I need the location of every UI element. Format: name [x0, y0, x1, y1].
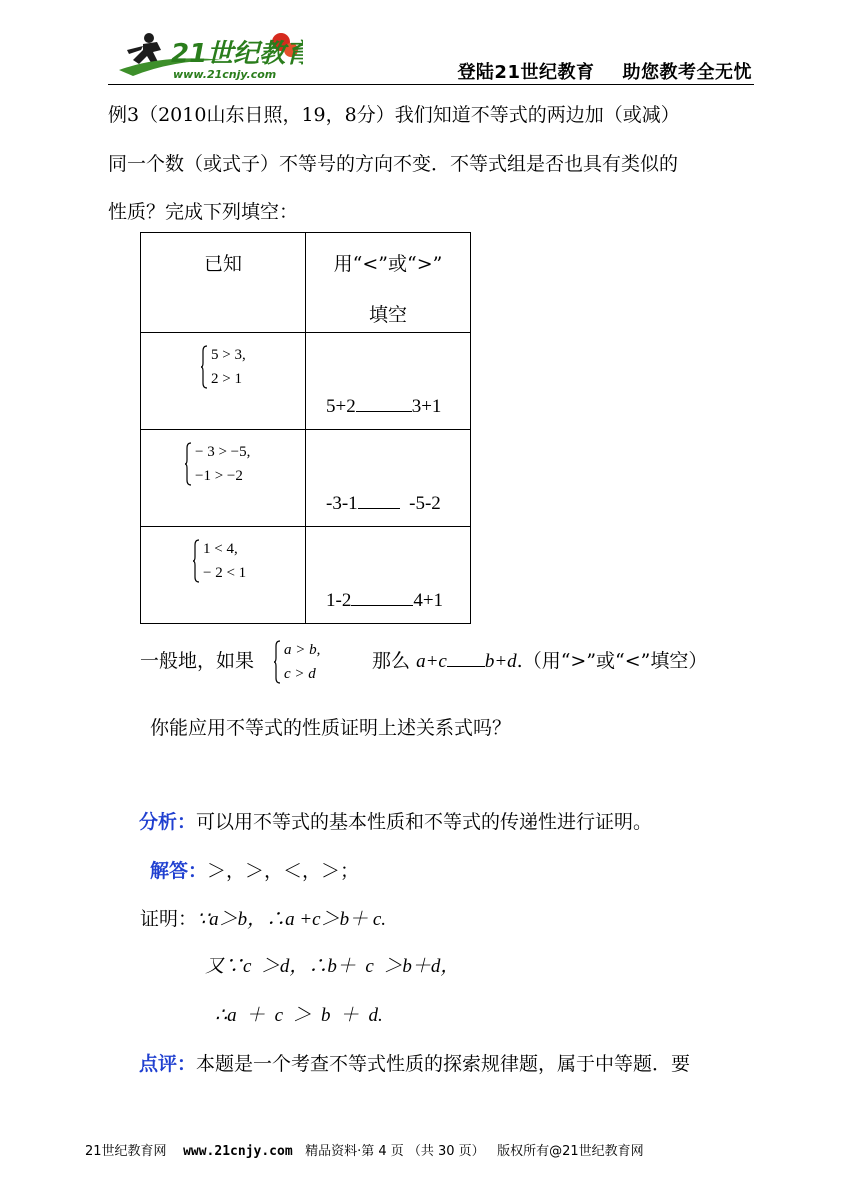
footer-copyright: 版权所有@21世纪教育网 — [497, 1144, 644, 1159]
answer-label: 解答： — [150, 860, 208, 882]
question-text: 你能应用不等式的性质证明上述关系式吗？ — [150, 717, 512, 739]
fill-right: 3+1 — [411, 396, 442, 417]
header-text-login: 登陆21世纪教育 — [457, 62, 595, 83]
then-word: 那么 — [372, 650, 411, 672]
table-row-fill — [306, 333, 471, 430]
fill-expression — [326, 492, 441, 515]
logo — [113, 30, 303, 82]
answer-blank[interactable] — [447, 650, 485, 667]
table-row — [141, 333, 306, 430]
answer-blank[interactable] — [351, 589, 413, 606]
fill-right: 4+1 — [413, 590, 444, 611]
table-row-fill — [306, 527, 471, 624]
system-line: 1 < 4, — [203, 541, 238, 557]
inequality-table — [140, 232, 471, 624]
comment-label: 点评： — [139, 1053, 197, 1075]
general-prefix: 一般地，如果 — [140, 650, 255, 672]
header-divider — [108, 84, 754, 85]
svg-text:21世纪教育: 21世纪教育 — [171, 39, 303, 69]
fill-left: 1-2 — [326, 590, 352, 611]
rhs-expression: b+d — [484, 651, 517, 672]
inequality-system — [185, 440, 250, 488]
system-line: a > b, — [284, 642, 321, 658]
answer-text: ＞，＞，＜，＞； — [207, 860, 360, 882]
problem-line-1: 例3（2010山东日照，19，8分）我们知道不等式的两边加（或减） — [108, 104, 680, 126]
table-row — [141, 430, 306, 527]
comment-text: 本题是一个考查不等式性质的探索规律题，属于中等题．要 — [196, 1053, 691, 1075]
inequality-system — [193, 537, 246, 585]
proof-line-1 — [140, 907, 386, 932]
lhs-expression: a+c — [416, 651, 447, 672]
analysis-text: 可以用不等式的基本性质和不等式的传递性进行证明。 — [196, 811, 653, 833]
system-line: −1 > −2 — [195, 468, 243, 484]
answer-blank[interactable] — [358, 492, 400, 509]
footer-site: 21世纪教育网 — [85, 1144, 167, 1159]
proof-label: 证明： — [140, 908, 198, 930]
general-conclusion — [372, 649, 707, 674]
problem-line-3: 性质？完成下列填空： — [108, 201, 299, 223]
comment-line — [139, 1052, 690, 1076]
problem-line-2: 同一个数（或式子）不等号的方向不变．不等式组是否也具有类似的 — [108, 153, 679, 175]
table-header-known — [141, 233, 306, 333]
brace-icon — [185, 442, 192, 486]
brace-icon — [274, 640, 281, 684]
table-header-fill — [306, 233, 471, 333]
fill-right: -5-2 — [409, 493, 441, 514]
system-line: 2 > 1 — [211, 371, 242, 387]
proof-line-3: ∴a ＋ c ＞ b ＋ d. — [215, 1005, 383, 1026]
proof-step: ∵a＞b，∴a +c＞b＋ c. — [197, 909, 387, 930]
answer-blank[interactable] — [356, 395, 412, 412]
analysis-line — [139, 810, 652, 834]
system-line: c > d — [284, 666, 316, 682]
system-line: − 3 > −5, — [195, 444, 251, 460]
footer-url[interactable]: www.21cnjy.com — [183, 1144, 293, 1159]
brace-icon — [193, 539, 200, 583]
table-row-fill — [306, 430, 471, 527]
inequality-system — [201, 343, 246, 391]
footer — [85, 1140, 644, 1159]
fill-expression — [326, 589, 443, 612]
general-system — [274, 638, 320, 686]
instruction-text: .（用“>”或“<”填空） — [516, 650, 708, 672]
fill-expression — [326, 395, 441, 418]
footer-page-info: 精品资料·第 4 页 （共 30 页） — [305, 1144, 485, 1159]
system-line: 5 > 3, — [211, 347, 246, 363]
table-row — [141, 527, 306, 624]
system-line: − 2 < 1 — [203, 565, 247, 581]
brace-icon — [201, 345, 208, 389]
header-text-slogan: 助您教考全无忧 — [622, 62, 752, 83]
table-header-fill-line1: 用“<”或“>” — [333, 253, 443, 275]
fill-left: 5+2 — [326, 396, 356, 417]
table-header-fill-line2: 填空 — [368, 304, 407, 326]
svg-text:www.21cnjy.com: www.21cnjy.com — [173, 68, 277, 81]
proof-line-2: 又∵c ＞d，∴b＋ c ＞b＋d， — [205, 956, 460, 977]
answer-line — [150, 859, 359, 883]
fill-left: -3-1 — [326, 493, 358, 514]
table-header-known-label: 已知 — [203, 253, 242, 275]
analysis-label: 分析： — [139, 811, 197, 833]
header-slogan — [457, 58, 752, 84]
